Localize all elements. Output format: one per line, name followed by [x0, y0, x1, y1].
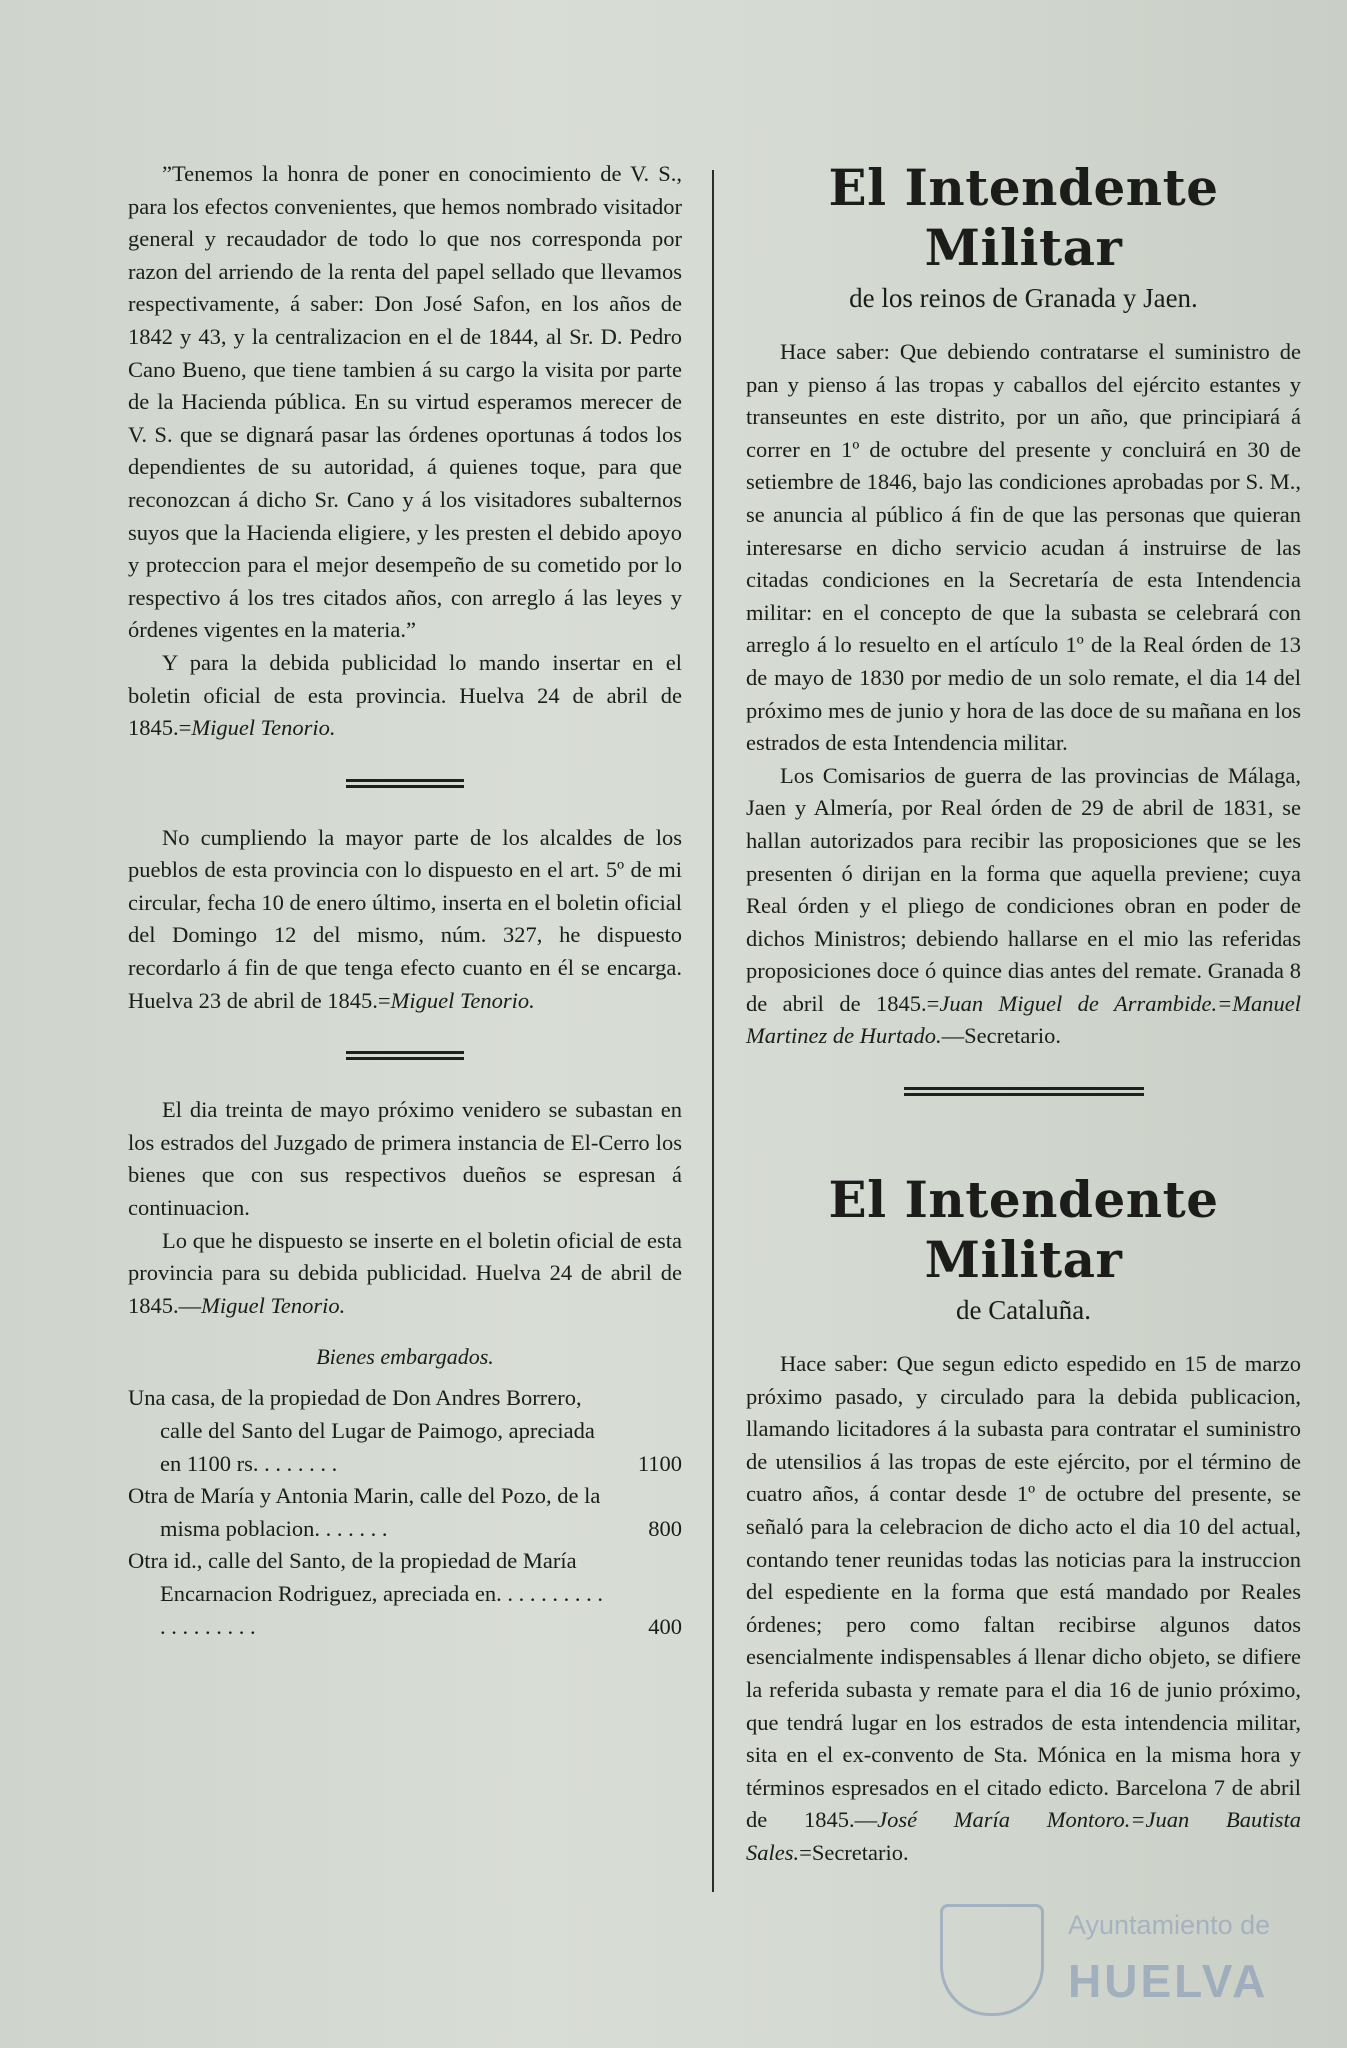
signature: José María Montoro.=Juan Bautista Sales. — [746, 1807, 1301, 1865]
property-list — [128, 1382, 682, 1643]
notice-subtitle: de los reinos de Granada y Jaen. — [849, 283, 1198, 313]
watermark-line2: HUELVA — [1068, 1955, 1269, 2007]
signature: Juan Miguel de Arrambide.=Manuel Martinez de Hurtado. — [746, 990, 1301, 1049]
left-column — [128, 158, 682, 1643]
right-column — [746, 158, 1301, 1870]
notice-paragraph: Hace saber: Que debiendo contratarse el suministro de pan y pienso á las tropas y caballos del ejército estantes y transeuntes en este distrito, por un año, que principiará á correr en 1º de octubre del presente y concluirá en 30 de setiembre de 1846, bajo las condiciones aprobadas por S. M., se anuncia al público á fin de que las personas que quieran interesarse en dicho servicio acudan á instruirse de las citadas condiciones en la Secretaría de esta Intendencia militar: en el concepto de que la subasta se celebrará con arreglo á lo resuelto en el artículo 1º de la Real órden de 13 de mayo de 1830 por medio de un solo remate, el dia 14 del próximo mes de junio y hora de las doce de su mañana en los estrados de esta Intendencia militar. — [746, 339, 1301, 756]
notice-paragraph: Hace saber: Que segun edicto espedido en 15 de marzo próximo pasado, y circulado para la debida publicacion, llamando licitadores á la subasta para contratar el suministro de utensilios á las tropas de este ejército, por el término de cuatro años, á contar desde 1º de octubre del presente, se señaló para la celebracion de dicho acto el dia 10 del actual, contando tener reunidas todas las noticias para la instruccion del espediente en la forma que está mandado por Reales órdenes; pero como faltan recibirse algunos datos esencialmente indispensables á llenar dicho objeto, se difiere la referida subasta y remate para el dia 16 de junio próximo, que tendrá lugar en los estrados de esta intendencia militar, sita en el ex-convento de Sta. Mónica en la misma hora y términos espresados en el citado edicto. Barcelona 7 de abril de 1845.—José María Montoro.=Juan Bautista Sales.=Secretario. — [746, 1351, 1301, 1865]
signature: Miguel Tenorio. — [390, 987, 535, 1013]
ayuntamiento-huelva-watermark — [940, 1900, 1300, 2020]
watermark-line1: Ayuntamiento de — [1068, 1910, 1271, 1940]
notice-title: El Intendente Militar — [828, 158, 1219, 277]
notice-subtitle: de Cataluña. — [956, 1295, 1091, 1326]
notice-subasta-cerro — [128, 1094, 682, 1643]
list-item: Otra id., calle del Santo, de la propiedad de María Encarnacion Rodriguez, apreciada en. . . . . . . . . . . . . . . . . . . 400 — [128, 1548, 682, 1639]
notice-closing: Y para la debida publicidad lo mando insertar en el boletin oficial de esta provincia. Huelva 24 de abril de 1845.=Miguel Tenorio. — [128, 649, 682, 741]
list-title: Bienes embargados. — [316, 1344, 494, 1370]
list-item: Una casa, de la propiedad de Don Andres Borrero, calle del Santo del Lugar de Paimogo, apreciada en 1100 rs. . . . . . . . 1100 — [128, 1385, 682, 1476]
notice-body: No cumpliendo la mayor parte de los alcaldes de los pueblos de esta provincia con lo dispuesto en el art. 5º de mi circular, fecha 10 de enero último, inserta en el boletin oficial del Domingo 12 del mismo, núm. 327, he dispuesto recordarlo á fin de que tenga efecto cuanto en él se encarga. Huelva 23 de abril de 1845.=Miguel Tenorio. — [128, 824, 682, 1013]
list-item: Otra de María y Antonia Marin, calle del Pozo, de la misma poblacion. . . . . . . 800 — [128, 1483, 682, 1541]
notice-paragraph: Los Comisarios de guerra de las provincias de Málaga, Jaen y Almería, por Real órden de 29 de abril de 1831, se hallan autorizados para recibir las proposiciones que se les presenten ó dirijan en la forma que aquella previene; cuya Real órden y el pliego de condiciones obran en poder de dichos Ministros; debiendo hallarse en el mio las referidas proposiciones doce ó quince dias antes del remate. Granada 8 de abril de 1845.=Juan Miguel de Arrambide.=Manuel Martinez de Hurtado.—Secretario. — [746, 762, 1301, 1049]
notice-granada-jaen — [746, 158, 1301, 1053]
notice-title: El Intendente Militar — [828, 1170, 1219, 1290]
section-divider — [904, 1087, 1144, 1096]
notice-cataluna — [746, 1170, 1301, 1870]
notice-alcaldes — [128, 822, 682, 1018]
section-divider — [346, 779, 464, 788]
signature: Miguel Tenorio. — [201, 1292, 346, 1318]
notice-paragraph: El dia treinta de mayo próximo venidero se subastan en los estrados del Juzgado de primera instancia de El-Cerro los bienes que con sus respectivos dueños se espresan á continuacion. — [128, 1097, 682, 1221]
signature: Miguel Tenorio. — [191, 715, 336, 741]
notice-quote: ”Tenemos la honra de poner en conocimiento de V. S., para los efectos convenientes, que hemos nombrado visitador general y recaudador de todo lo que nos corresponda por razon del arriendo de la renta del papel sellado que llevamos respectivamente, á saber: Don José Safon, en los años de 1842 y 43, y la centralizacion en el de 1844, al Sr. D. Pedro Cano Bueno, que tiene tambien á su cargo la visita por parte de la Hacienda pública. En su virtud esperamos merecer de V. S. que se dignará pasar las órdenes oportunas á todos los dependientes de su autoridad, á quienes toque, para que reconozcan á dicho Sr. Cano y á los visitadores subalternos suyos que la Hacienda eligiere, y les presten el debido apoyo y proteccion para el mejor desempeño de su cometido por lo respectivo á los tres citados años, con arreglo á las leyes y órdenes vigentes en la materia.” — [128, 161, 682, 643]
section-divider — [346, 1051, 464, 1060]
notice-paragraph: Lo que he dispuesto se inserte en el boletin oficial de esta provincia para su debida publicidad. Huelva 24 de abril de 1845.—Miguel Tenorio. — [128, 1227, 682, 1318]
notice-safon — [128, 158, 682, 745]
coat-of-arms-icon — [940, 1904, 1044, 2016]
column-divider — [712, 170, 714, 1892]
